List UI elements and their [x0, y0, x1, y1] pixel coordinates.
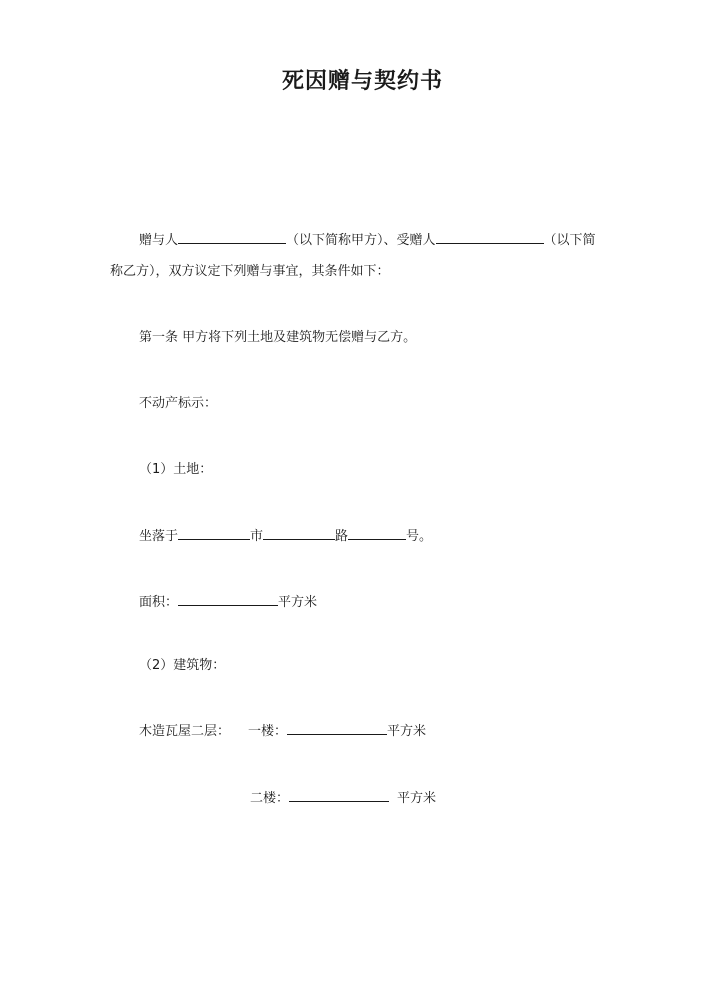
- floor1-label: 一楼：: [248, 724, 288, 739]
- article-1: 第一条 甲方将下列土地及建筑物无偿赠与乙方。: [139, 330, 417, 345]
- area-label: 面积：: [139, 595, 179, 610]
- donee-blank: [436, 230, 544, 244]
- intro-line-2: 称乙方），双方议定下列赠与事宜，其条件如下：: [110, 264, 390, 279]
- floor2-blank: [289, 788, 389, 802]
- land-heading: （1）土地：: [139, 462, 213, 477]
- road-blank: [263, 526, 335, 540]
- floor1-line: [139, 721, 426, 741]
- city-blank: [178, 526, 250, 540]
- location-prefix: 坐落于: [139, 529, 179, 544]
- document-title: 死因赠与契约书: [281, 68, 443, 94]
- area-blank: [178, 592, 278, 606]
- floor2-line: [250, 788, 436, 808]
- number-blank: [348, 526, 406, 540]
- donee-party-text: （以下简: [543, 233, 596, 248]
- intro-line-1: [139, 230, 596, 250]
- real-estate-label: 不动产标示：: [139, 396, 218, 411]
- location-line: [139, 526, 432, 546]
- road-label: 路: [335, 529, 349, 544]
- donor-blank: [178, 230, 286, 244]
- donor-party-text: （以下简称甲方）、受赠人: [286, 233, 436, 248]
- donor-label: 赠与人: [139, 233, 179, 248]
- building-heading: （2）建筑物：: [139, 658, 226, 673]
- number-label: 号。: [406, 529, 433, 544]
- city-label: 市: [250, 529, 264, 544]
- floor2-label: 二楼：: [250, 791, 290, 806]
- floor1-blank: [287, 721, 387, 735]
- floor1-unit: 平方米: [387, 724, 427, 739]
- building-desc: 木造瓦屋二层：: [139, 724, 231, 739]
- floor2-unit: 平方米: [397, 791, 437, 806]
- area-unit: 平方米: [278, 595, 318, 610]
- area-line: [139, 592, 317, 612]
